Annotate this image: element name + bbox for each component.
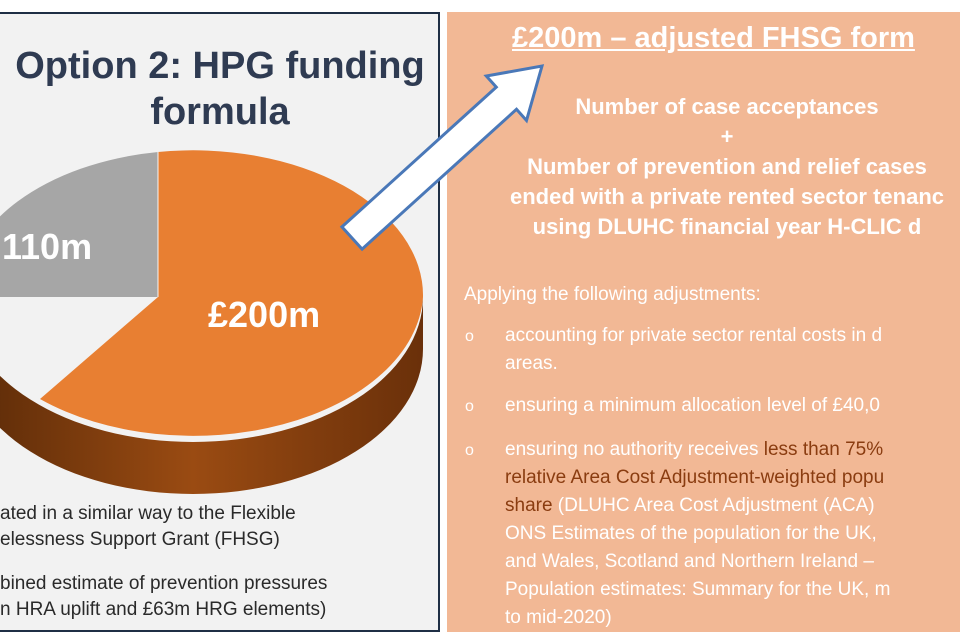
bullet-3-line-6: Population estimates: Summary for the UK, m	[505, 579, 891, 600]
formula-line-2: Number of prevention and relief cases	[527, 154, 927, 179]
bullet-marker-1: o	[465, 328, 474, 345]
bullet-3-line-2: relative Area Cost Adjustment-weighted popu	[505, 467, 885, 488]
bullet-3-highlight-2: share	[505, 495, 553, 516]
note-line-2: elessness Support Grant (FHSG)	[0, 529, 280, 550]
bullet-marker-2: o	[465, 398, 474, 415]
bullet-3-line-7: to mid-2020)	[505, 607, 612, 628]
bullet-1-line-1: accounting for private sector rental costs in d	[505, 325, 883, 346]
formula-line-4: using DLUHC financial year H-CLIC d	[532, 214, 922, 239]
panel-title-line1: Option 2: HPG funding	[15, 45, 425, 87]
bullet-3-line-4: ONS Estimates of the population for the UK,	[505, 523, 877, 544]
bullet-1-line-2: areas.	[505, 353, 558, 374]
formula-line-1: Number of case acceptances	[575, 94, 879, 119]
note-line-3: bined estimate of prevention pressures	[0, 573, 328, 594]
formula-title: £200m – adjusted FHSG form	[512, 22, 915, 54]
pie-label-gray: 110m	[2, 226, 93, 267]
bullet-3-line-5: and Wales, Scotland and Northern Ireland –	[505, 551, 874, 572]
bullet-marker-3: o	[465, 442, 474, 459]
formula-line-3: ended with a private rented sector tenanc	[509, 184, 944, 209]
bullet-3-line-1-a: ensuring no authority receives	[505, 439, 764, 460]
note-line-1: ated in a similar way to the Flexible	[0, 503, 296, 524]
arrow-shape	[342, 66, 542, 249]
formula-plus: +	[720, 124, 734, 149]
note-line-4: n HRA uplift and £63m HRG elements)	[0, 599, 327, 620]
bullet-2-line-1: ensuring a minimum allocation level of £40,0	[505, 395, 880, 416]
adjustments-intro: Applying the following adjustments:	[464, 284, 761, 305]
bullet-3-line-3-b: (DLUHC Area Cost Adjustment (ACA)	[552, 495, 875, 516]
panel-title-line2: formula	[150, 91, 290, 133]
bullet-3-highlight-1: less than 75%	[763, 439, 884, 460]
pie-label-orange: £200m	[208, 294, 321, 335]
